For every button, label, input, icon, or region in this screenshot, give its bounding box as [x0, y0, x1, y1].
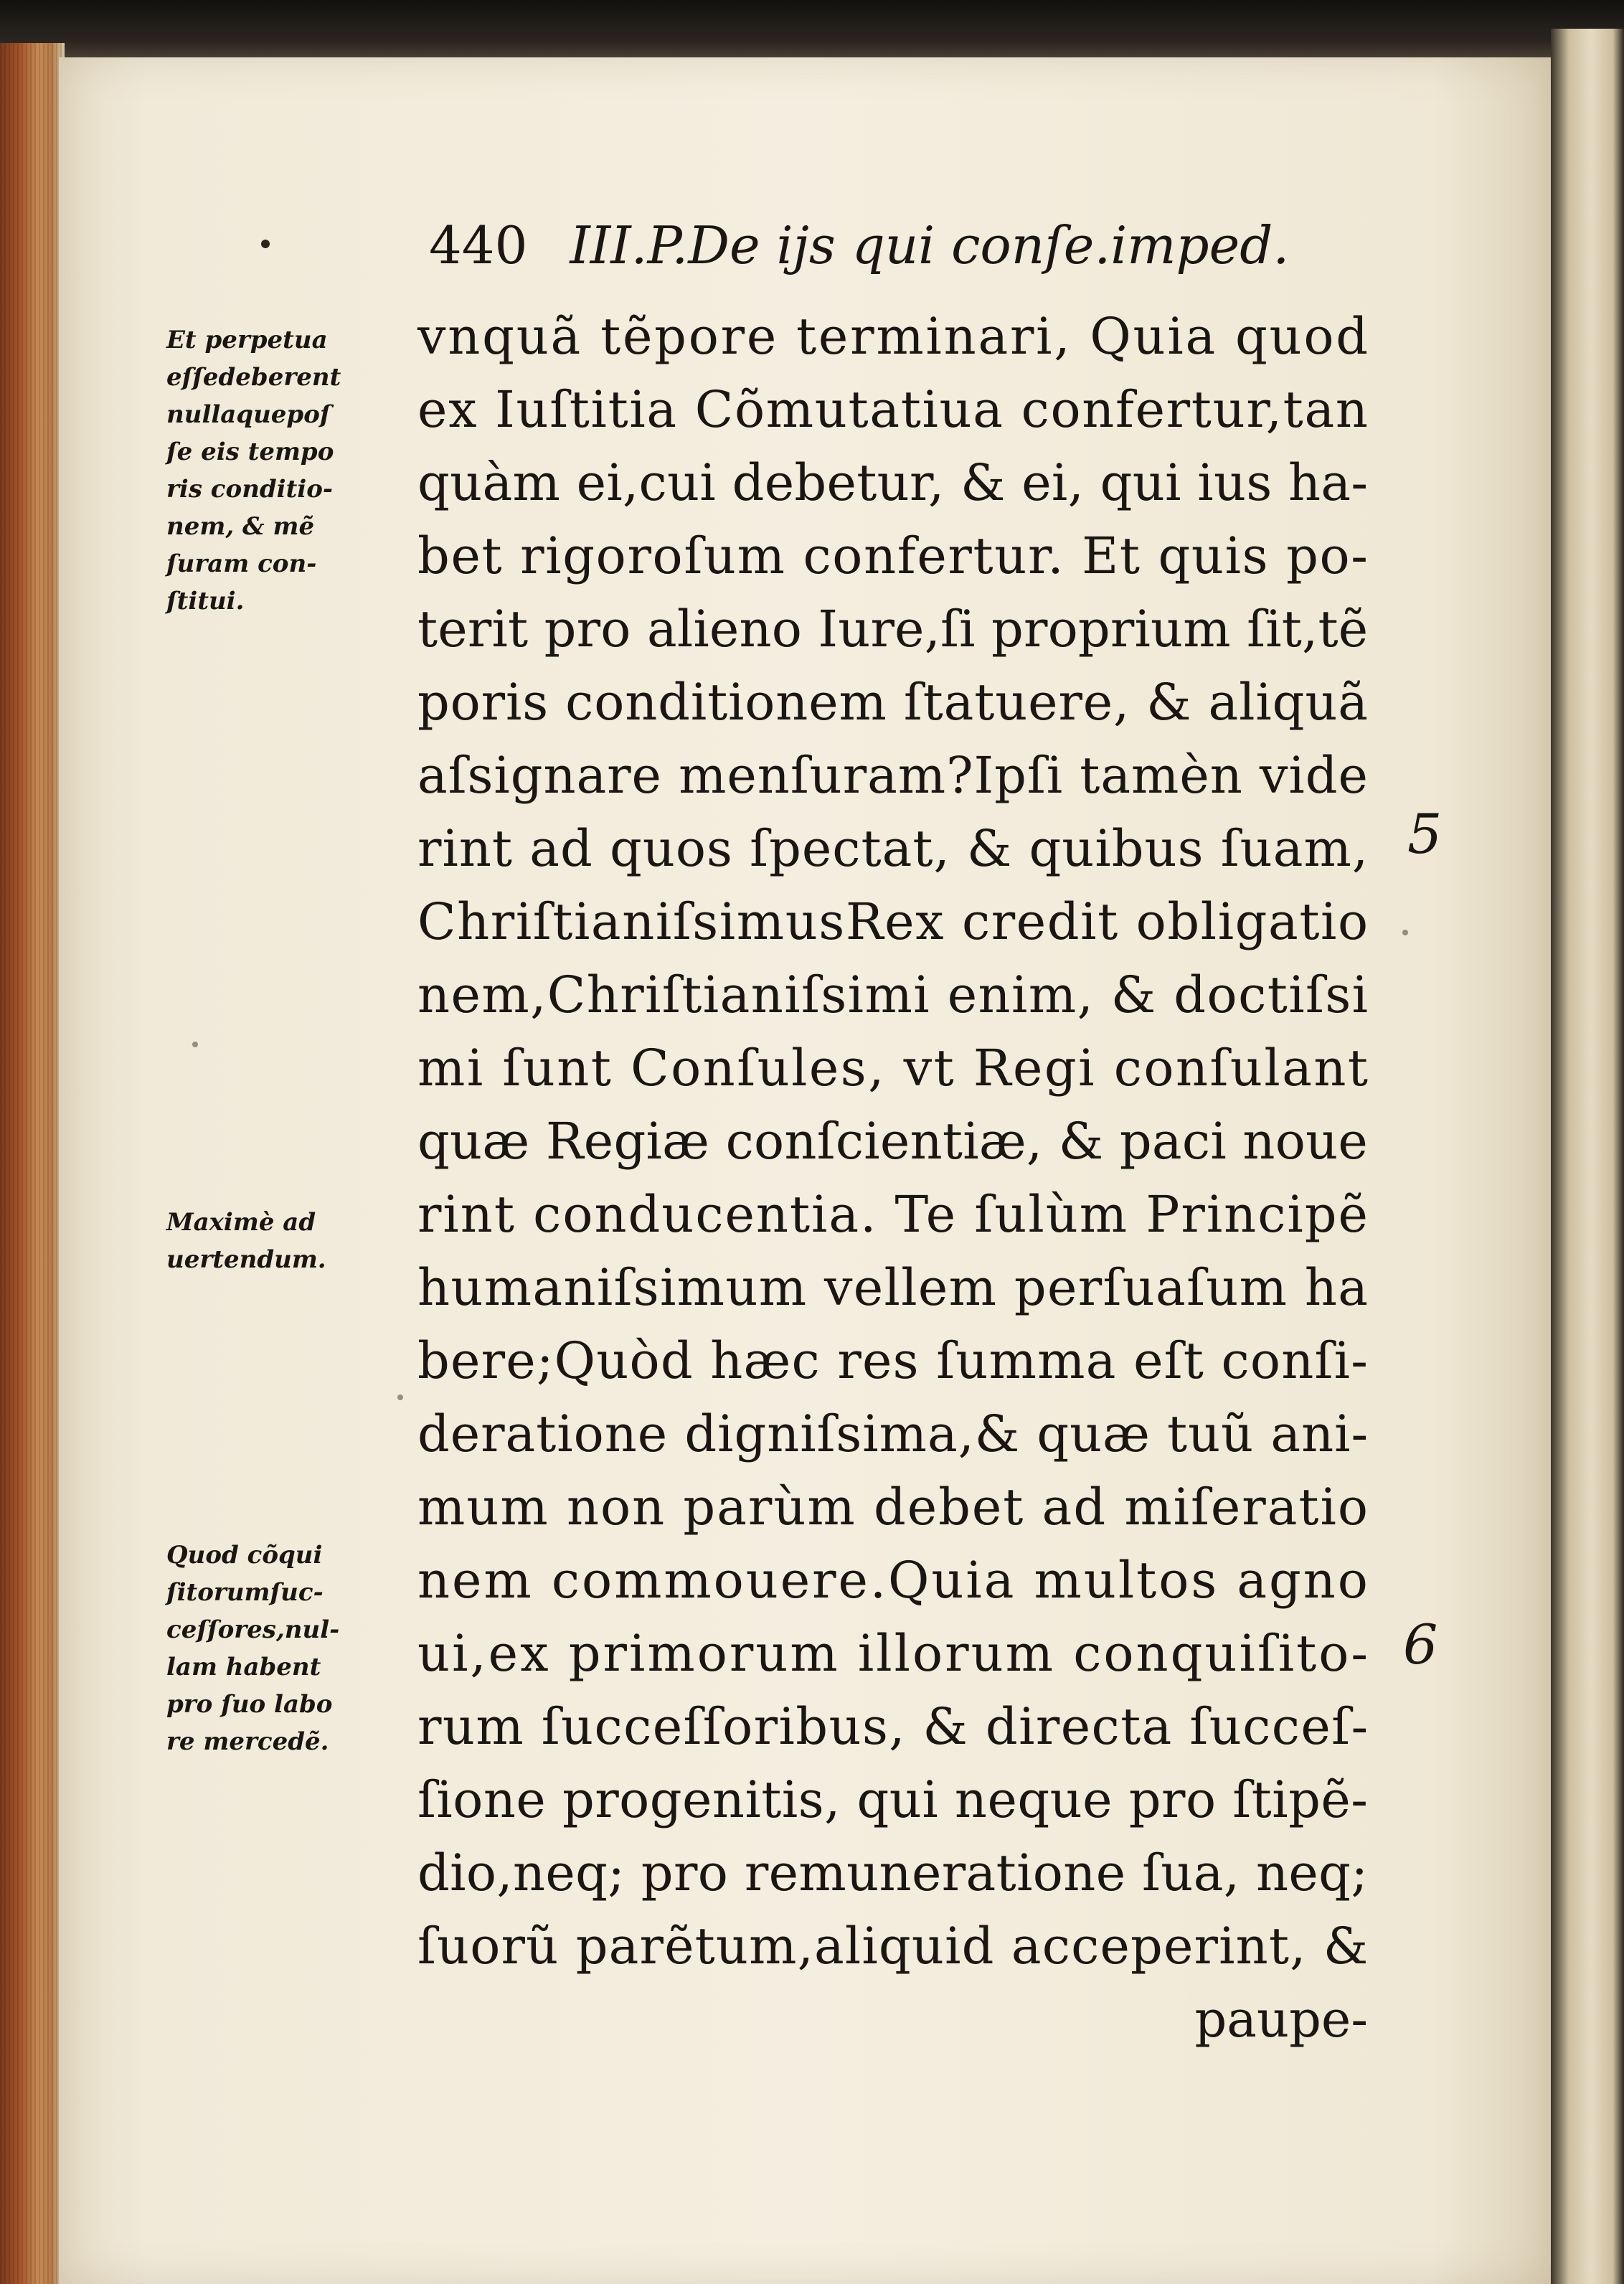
- text-line: humaniſsimum vellem perſuaſum ha: [417, 1258, 1369, 1317]
- marginal-note-line: eſſedeberent: [166, 363, 341, 392]
- ink-speck: [192, 1042, 198, 1047]
- text-line: quæ Regiæ conſcientiæ, & paci noue: [417, 1112, 1369, 1171]
- marginal-note-line: ſtitui.: [166, 587, 245, 615]
- marginal-note-line: Quod cõqui: [166, 1541, 323, 1570]
- text-line: rum ſucceſſoribus, & directa ſucceſ-: [417, 1697, 1369, 1756]
- text-line: vnquã tẽpore terminari, Quia quod: [417, 307, 1370, 366]
- marginal-note: [166, 1537, 409, 1760]
- marginal-note-line: lam habent: [166, 1653, 321, 1681]
- text-line: dio,neq; pro remuneratione ſua, neq;: [417, 1844, 1369, 1902]
- ink-dot: [261, 240, 270, 248]
- marginal-note: [166, 321, 409, 620]
- text-line: quàm ei,cui debetur, & ei, qui ius ha-: [417, 453, 1369, 512]
- text-line: ſione progenitis, qui neque pro ſtipẽ-: [417, 1770, 1369, 1829]
- marginal-note-line: ſe eis tempo: [166, 438, 334, 466]
- catchword: paupe-: [1194, 1990, 1368, 2049]
- page-header: [429, 209, 1318, 281]
- margin-numeral: 6: [1403, 1613, 1438, 1676]
- ink-speck: [1402, 930, 1408, 935]
- marginal-note-line: re mercedẽ.: [166, 1727, 329, 1756]
- page-number: 440: [429, 215, 528, 275]
- marginal-note-line: ris conditio-: [166, 475, 334, 504]
- marginal-note-line: ceſſores,nul-: [166, 1615, 340, 1644]
- marginal-note-line: Maximè ad: [166, 1208, 316, 1237]
- marginal-note-line: nem, & mẽ: [166, 512, 315, 541]
- text-line: ſuorũ parẽtum,aliquid acceperint, &: [417, 1917, 1369, 1976]
- marginal-note-line: ſitorumſuc-: [166, 1578, 324, 1607]
- text-line: rint conducentia. Te ſulùm Principẽ: [417, 1185, 1369, 1244]
- running-title: III.P.De ijs qui conſe.imped.: [570, 215, 1290, 275]
- ink-speck: [397, 1395, 403, 1400]
- text-line: mum non parùm debet ad miſeratio: [417, 1478, 1370, 1537]
- text-line: deratione digniſsima,& quæ tuũ ani-: [417, 1405, 1369, 1463]
- marginal-note: [166, 1204, 409, 1278]
- text-line: terit pro alieno Iure,ſi proprium ſit,tẽ: [417, 600, 1369, 659]
- marginal-note-line: nullaquepoſ: [166, 400, 331, 429]
- body-text: [417, 300, 1368, 2056]
- marginal-note-line: Et perpetua: [166, 326, 328, 354]
- text-line: ChriſtianiſsimusRex credit obligatio: [417, 892, 1369, 951]
- text-line: aſsignare menſuram?Ipſi tamèn vide: [417, 746, 1369, 805]
- text-line: bere;Quòd hæc res ſumma eſt conſi-: [417, 1331, 1369, 1390]
- text-line: nem commouere.Quia multos agno: [417, 1551, 1370, 1610]
- text-line: poris conditionem ſtatuere, & aliquã: [417, 673, 1369, 732]
- text-line: ex Iuſtitia Cõmutatiua confertur,tan: [417, 380, 1369, 439]
- marginal-note-line: uertendum.: [166, 1245, 326, 1274]
- text-line: nem,Chriſtianiſsimi enim, & doctiſsi: [417, 966, 1369, 1024]
- text-line: mi ſunt Conſules, vt Regi conſulant: [417, 1039, 1370, 1098]
- text-line: bet rigoroſum confertur. Et quis po-: [417, 527, 1369, 585]
- margin-numeral: 5: [1407, 802, 1443, 866]
- marginal-note-line: pro ſuo labo: [166, 1690, 333, 1719]
- next-page-edge: [1551, 29, 1624, 2284]
- page-block-edge: [0, 43, 65, 2284]
- text-line: rint ad quos ſpectat, & quibus ſuam,: [417, 819, 1369, 878]
- background-shadow: [0, 0, 1624, 59]
- marginal-note-line: ſuram con-: [166, 549, 317, 578]
- text-line: ui,ex primorum illorum conquiſito-: [417, 1624, 1370, 1683]
